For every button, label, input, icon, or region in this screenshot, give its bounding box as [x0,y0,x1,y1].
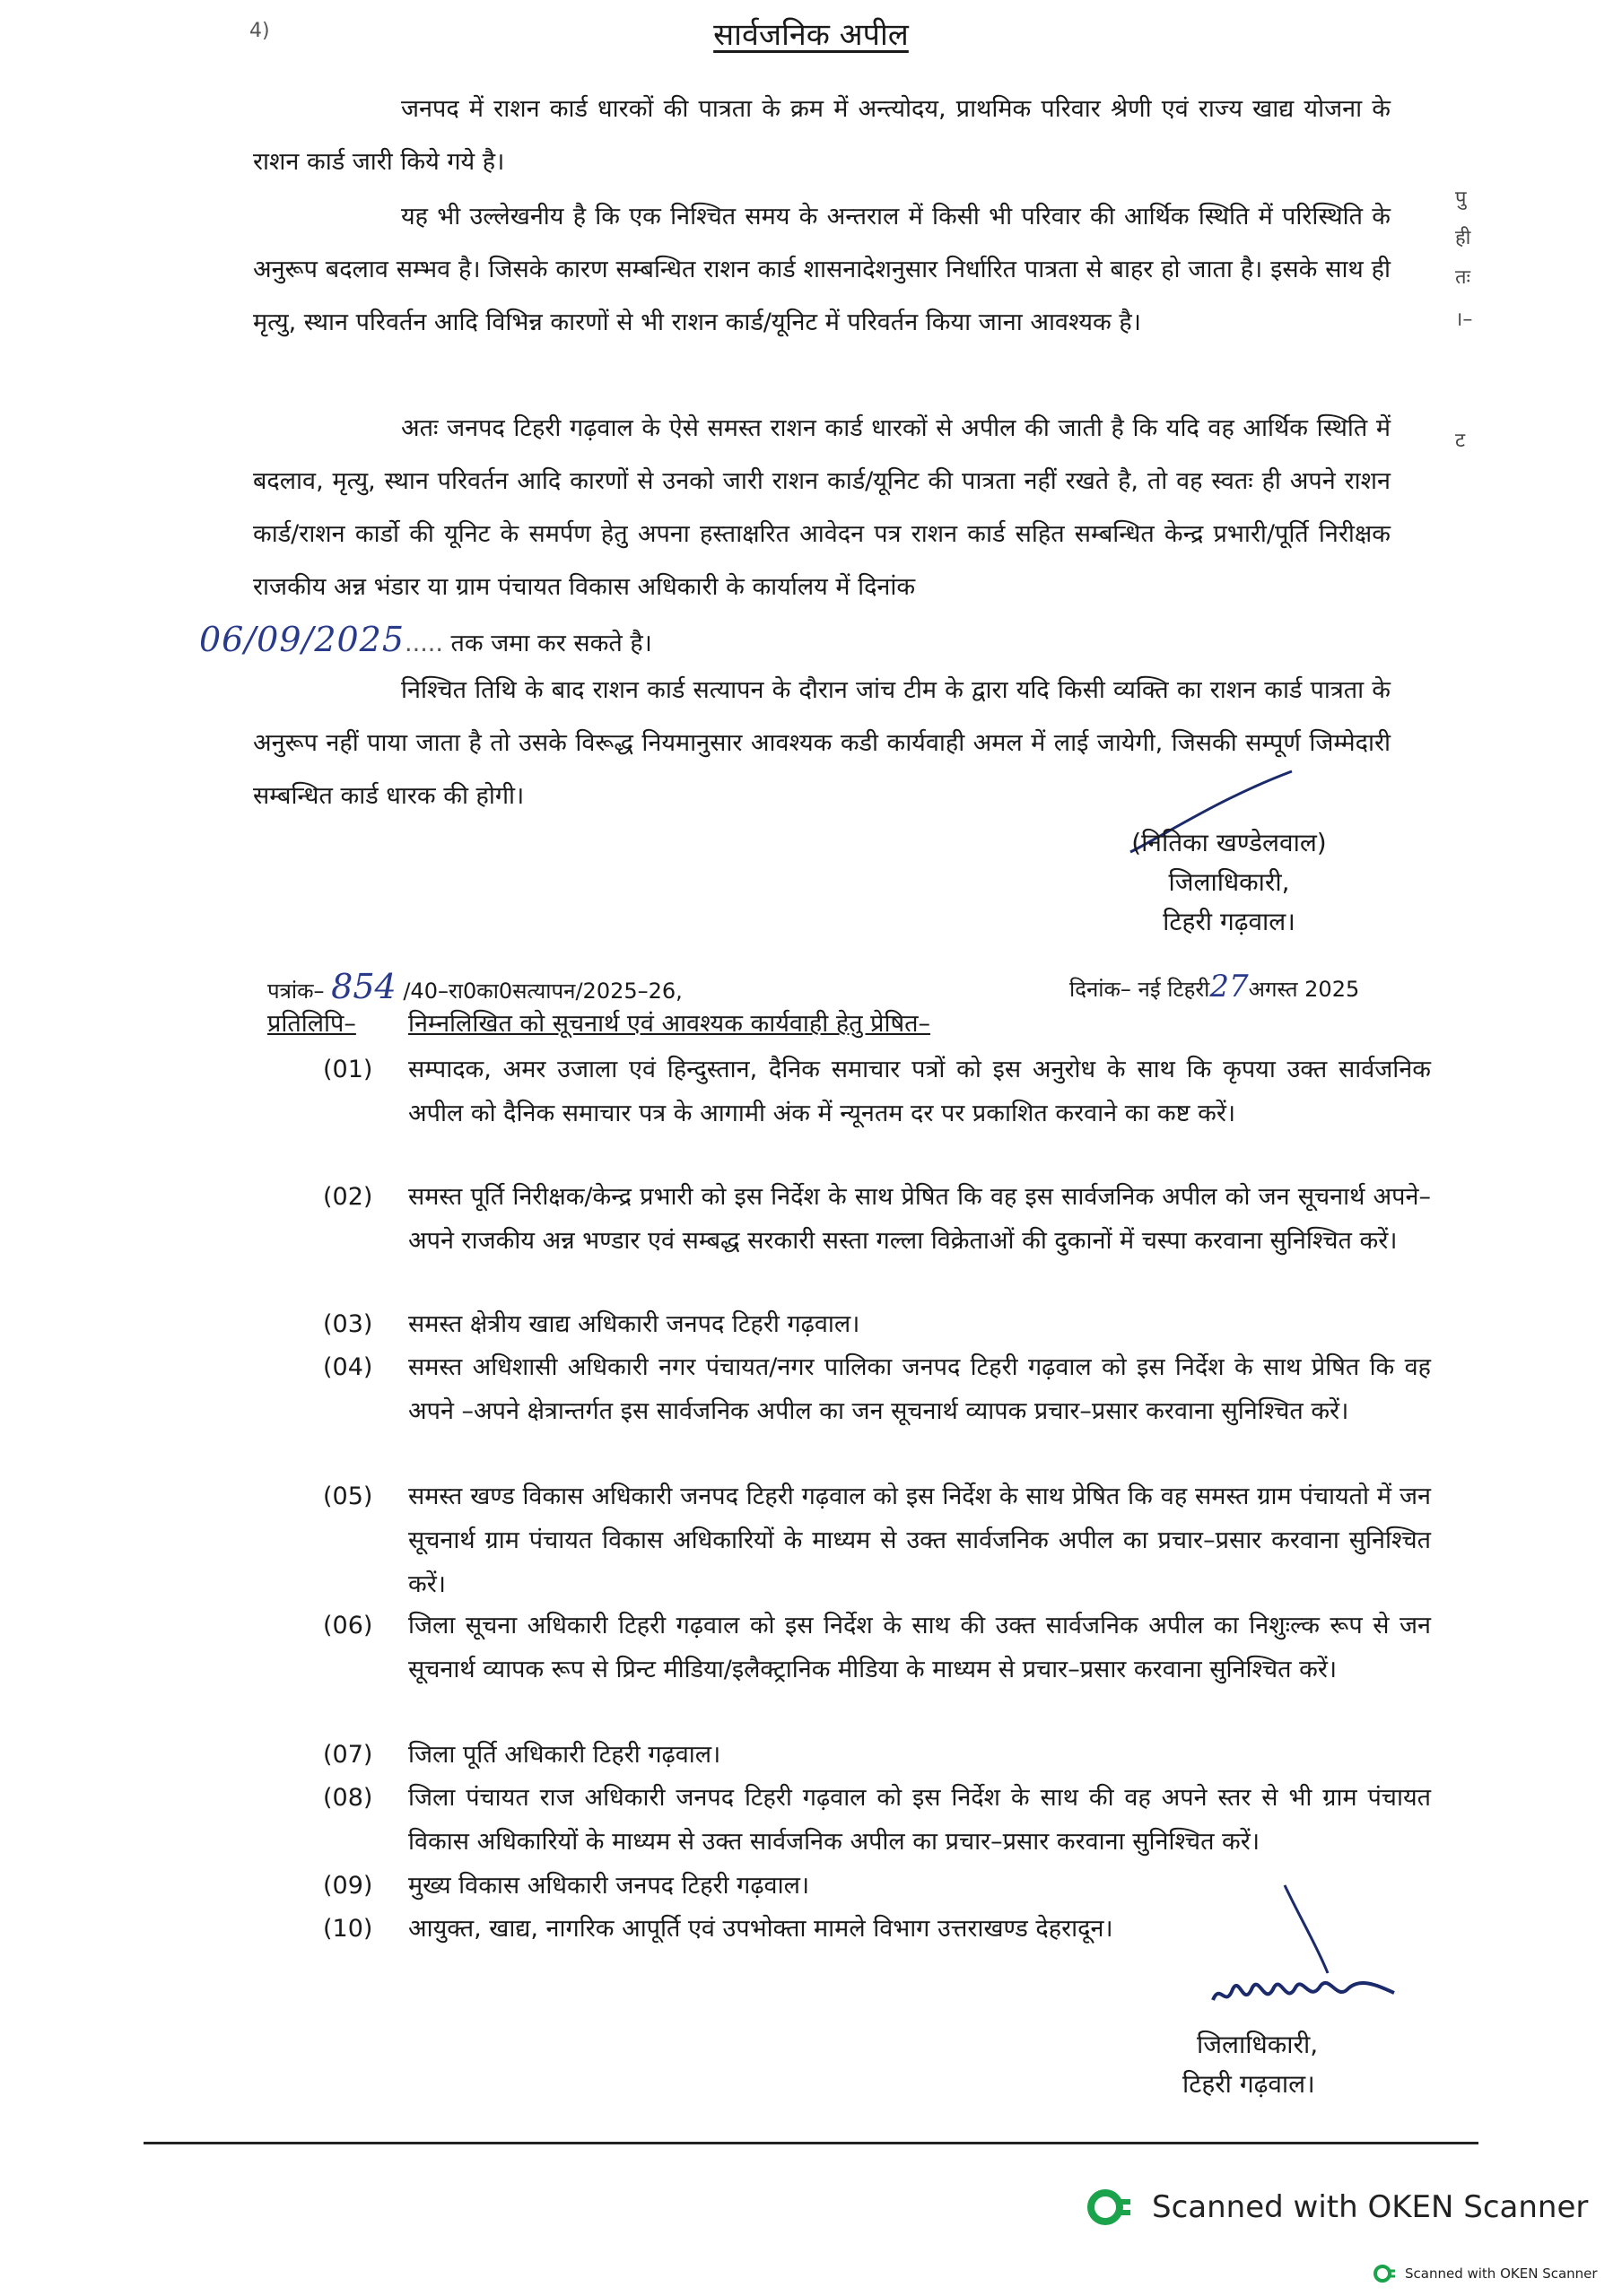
handwritten-reference-day: 27 [1209,969,1249,1004]
copy-heading: निम्नलिखित को सूचनार्थ एवं आवश्यक कार्यवाही हेतु प्रेषित– [408,1010,930,1038]
signatory-district: टिहरी गढ़वाल। [1163,907,1295,936]
item-text: समस्त अधिशासी अधिकारी नगर पंचायत/नगर पालिका जनपद टिहरी गढ़वाल को इस निर्देश के साथ प्रेषित कि वह अपने –अपने क्षेत्रान्तर्गत इस सार्वजनिक अपील का जन सूचनार्थ व्यापक प्रचार–प्रसार करवाना सुनिश्चित करें। [408,1353,1431,1425]
reference-code: /40–रा0का0सत्यापन/2025–26, [403,978,683,1004]
scanner-logo-icon [1086,2185,1139,2230]
scanner-label: Scanned with OKEN Scanner [1152,2189,1589,2225]
reference-date-prefix: दिनांक– नई टिहरी [1069,977,1210,1002]
item-text: आयुक्त, खाद्य, नागरिक आपूर्ति एवं उपभोक्ता मामले विभाग उत्तराखण्ड देहरादून। [408,1915,1113,1943]
signatory2-block [1182,2025,1318,2104]
scan-divider [144,2142,1478,2144]
signatory2-district: टिहरी गढ़वाल। [1182,2069,1315,2099]
reference-label: पत्रांक– [267,978,325,1004]
margin-fragment: ही [1455,227,1471,249]
reference-date [1069,967,1359,1009]
warning-paragraph: निश्चित तिथि के बाद राशन कार्ड सत्यापन के दौरान जांच टीम के द्वारा यदि किसी व्यक्ति का राशन कार्ड पात्रता के अनुरूप नहीं पाया जाता है तो उसके विरूद्ध नियमानुसार आवश्यक कडी कार्यवाही अमल में लाई जायेगी, जिसकी सम्पूर्ण जिम्मेदारी सम्बन्धित कार्ड धारक की होगी। [253,676,1391,810]
signatory2-designation: जिलाधिकारी, [1197,2030,1319,2059]
scanner-badge-small [1373,2262,1598,2285]
item-text: समस्त खण्ड विकास अधिकारी जनपद टिहरी गढ़वाल को इस निर्देश के साथ प्रेषित कि वह समस्त ग्राम पंचायतो में जन सूचनार्थ ग्राम पंचायत विकास अधिकारियों के माध्यम से उक्त सार्वजनिक अपील का प्रचार–प्रसार करवाना सुनिश्चित करें। [408,1483,1431,1598]
item-number: (10) [323,1915,373,1943]
item-number: (03) [323,1310,373,1338]
item-number: (07) [323,1741,373,1769]
item-number: (02) [323,1183,373,1211]
body-paragraph: यह भी उल्लेखनीय है कि एक निश्चित समय के अन्तराल में किसी भी परिवार की आर्थिक स्थिति में परिस्थिति के अनुरूप बदलाव सम्भव है। जिसके कारण सम्बन्धित राशन कार्ड शासनादेशनुसार निर्धारित पात्रता से बाहर हो जाता है। इसके साथ ही मृत्यु, स्थान परिवर्तन आदि विभिन्न कारणों से भी राशन कार्ड/यूनिट में परिवर्तन किया जाना आवश्यक है। [253,203,1391,336]
signatory-designation: जिलाधिकारी, [1168,867,1290,897]
item-number: (06) [323,1612,373,1639]
item-text: मुख्य विकास अधिकारी जनपद टिहरी गढ़वाल। [408,1872,810,1900]
item-text: समस्त क्षेत्रीय खाद्य अधिकारी जनपद टिहरी गढ़वाल। [408,1310,860,1338]
margin-fragment: ट [1455,430,1466,452]
scanner-small-label: Scanned with OKEN Scanner [1405,2266,1598,2282]
item-number: (05) [323,1483,373,1510]
item-text: सम्पादक, अमर उजाला एवं हिन्दुस्तान, दैनिक समाचार पत्रों को इस अनुरोध के साथ कि कृपया उक्त सार्वजनिक अपील को दैनिक समाचार पत्र के आगामी अंक में न्यूनतम दर पर प्रकाशित करवाने का कष्ट करें। [408,1056,1431,1127]
body-paragraph: जनपद में राशन कार्ड धारकों की पात्रता के क्रम में अन्त्योदय, प्राथमिक परिवार श्रेणी एवं राज्य खाद्य योजना के राशन कार्ड जारी किये गये है। [253,95,1391,176]
handwritten-reference-number: 854 [331,967,397,1006]
handwritten-deadline-date: 06/09/2025 [199,620,406,659]
copy-label: प्रतिलिपि– [267,1010,356,1038]
signatory-block [1121,823,1337,942]
item-number: (09) [323,1872,373,1900]
signature-mark [1202,1874,1417,2027]
page-title: सार्वजनिक अपील [713,17,909,53]
margin-fragment: ।– [1455,309,1473,331]
item-text: जिला पूर्ति अधिकारी टिहरी गढ़वाल। [408,1741,721,1769]
page-corner-mark: 4) [249,20,270,42]
scanner-logo-icon [1373,2262,1400,2285]
item-number: (01) [323,1056,373,1083]
item-text: समस्त पूर्ति निरीक्षक/केन्द्र प्रभारी को इस निर्देश के साथ प्रेषित कि वह इस सार्वजनिक अपील को जन सूचनार्थ अपने–अपने राजकीय अन्न भण्डार एवं सम्बद्ध सरकारी सस्ता गल्ला विक्रेताओं की दुकानों में चस्पा करवाना सुनिश्चित करें। [408,1183,1431,1255]
signatory-name: (नितिका खण्डेलवाल) [1131,828,1327,857]
body-paragraph: अतः जनपद टिहरी गढ़वाल के ऐसे समस्त राशन कार्ड धारकों से अपील की जाती है कि यदि वह आर्थिक स्थिति में बदलाव, मृत्यु, स्थान परिवर्तन आदि कारणों से उनको जारी राशन कार्ड/यूनिट की पात्रता नहीं रखते है, तो वह स्वतः ही अपने राशन कार्ड/राशन कार्डो की यूनिट के समर्पण हेतु अपना हस्ताक्षरित आवेदन पत्र राशन कार्ड सहित सम्बन्धित केन्द्र प्रभारी/पूर्ति निरीक्षक राजकीय अन्न भंडार या ग्राम पंचायत विकास अधिकारी के कार्यालय में दिनांक [253,414,1391,601]
item-number: (04) [323,1353,373,1381]
scanner-badge [1086,2185,1588,2230]
margin-fragment: पु [1455,187,1467,210]
item-text: जिला पंचायत राज अधिकारी जनपद टिहरी गढ़वाल को इस निर्देश के साथ की वह अपने स्तर से भी ग्राम पंचायत विकास अधिकारियों के माध्यम से उक्त सार्वजनिक अपील का प्रचार–प्रसार करवाना सुनिश्चित करें। [408,1784,1431,1856]
item-text: जिला सूचना अधिकारी टिहरी गढ़वाल को इस निर्देश के साथ की उक्त सार्वजनिक अपील का निशुःल्क रूप से जन सूचनार्थ व्यापक रूप से प्रिन्ट मीडिया/इलैक्ट्रानिक मीडिया के माध्यम से प्रचार–प्रसार करवाना सुनिश्चित करें। [408,1612,1431,1683]
deadline-line: 06/09/2025..... तक जमा कर सकते है। [199,620,652,659]
reference-date-suffix: अगस्त 2025 [1248,977,1360,1002]
deadline-suffix: तक जमा कर सकते है। [450,630,652,657]
margin-fragment: तः [1455,266,1470,289]
item-number: (08) [323,1784,373,1812]
